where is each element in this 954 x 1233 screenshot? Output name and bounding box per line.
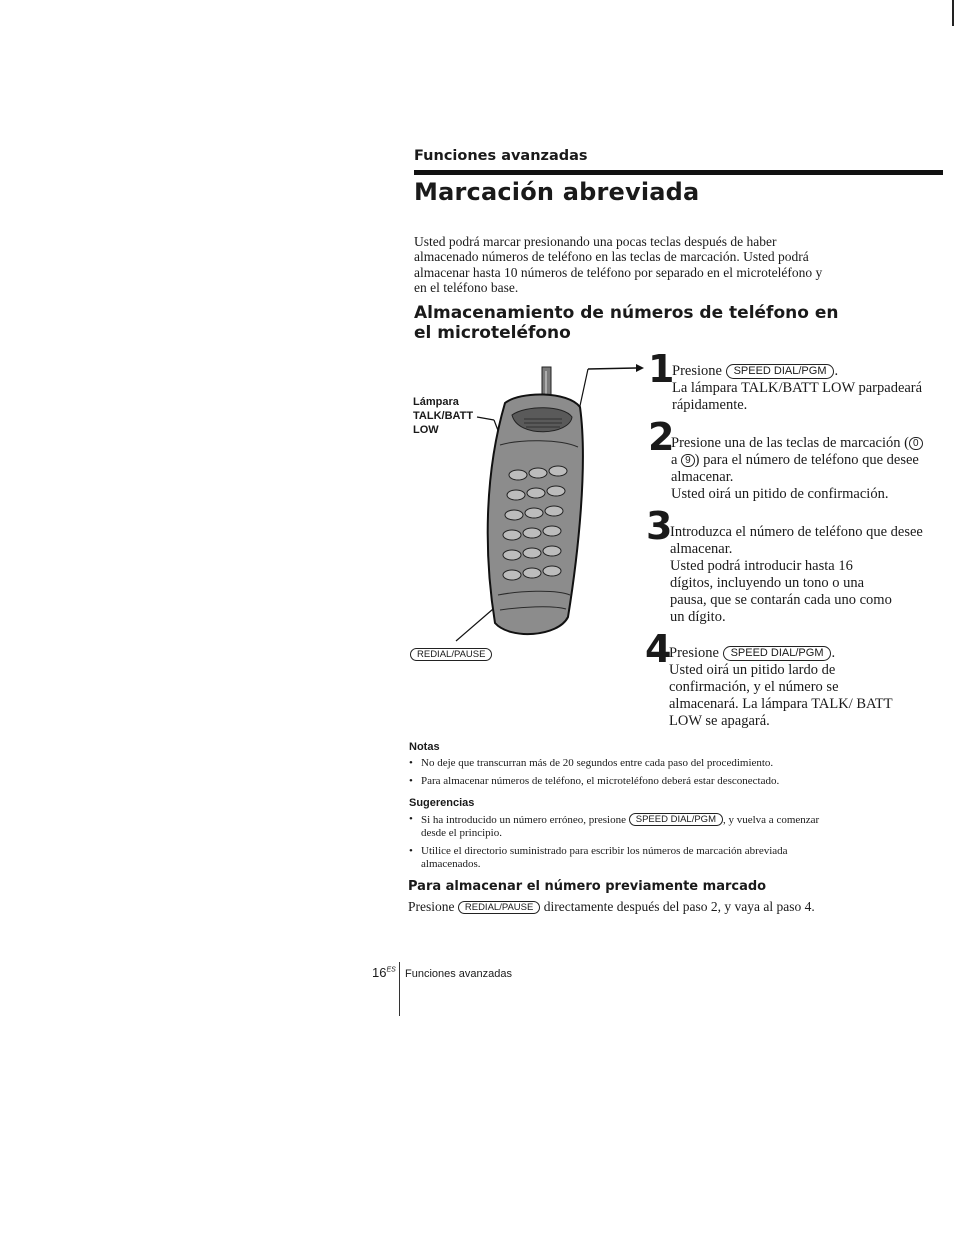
- redial-pause-key-label: REDIAL/PAUSE: [410, 645, 492, 663]
- redial-heading: Para almacenar el número previamente marcado: [408, 879, 767, 894]
- tip-item: • Utilice el directorio suministrado para escribir los números de marcación abreviada almacenados.: [409, 845, 839, 871]
- step-3-text: Introduzca el número de teléfono que desee almacenar. Usted podrá introducir hasta 16 dígitos, incluyendo un tono o una pausa, que se contarán cada uno como un dígito.: [670, 524, 923, 625]
- notes-heading: Notas: [409, 741, 440, 753]
- subheading: Almacenamiento de números de teléfono en el microteléfono: [414, 303, 839, 343]
- speed-dial-pgm-key: SPEED DIAL/PGM: [723, 646, 832, 661]
- redial-instruction: Presione REDIAL/PAUSE directamente después del paso 2, y vaya al paso 4.: [408, 899, 815, 914]
- intro-paragraph: Usted podrá marcar presionando una pocas teclas después de haber almacenado números de teléfono en las teclas de marcación. Usted podrá almacenar hasta 10 números de teléfono por separado en el microteléfono y en el teléfono base.: [414, 234, 823, 296]
- step-2-number: 2: [648, 415, 675, 459]
- footer-section: Funciones avanzadas: [405, 968, 513, 980]
- footer-rule: [399, 962, 400, 1016]
- lamp-label: Lámpara TALK/BATT LOW: [413, 396, 474, 436]
- speed-dial-pgm-key: SPEED DIAL/PGM: [726, 364, 835, 379]
- tips-heading: Sugerencias: [409, 797, 475, 809]
- note-item: • No deje que transcurran más de 20 segundos entre cada paso del procedimiento.: [409, 757, 869, 770]
- pointer-arrow-icon: [636, 364, 644, 372]
- step-1-text: Presione SPEED DIAL/PGM . La lámpara TALK/BATT LOW parpadeará rápidamente.: [672, 363, 923, 413]
- pointer-line-top: [588, 368, 636, 369]
- page-number: $16^{ES}$: [372, 965, 396, 980]
- tips-list: [409, 813, 839, 876]
- step-2-text: Presione una de las teclas de marcación ( 0 a 9 ) para el número de teléfono que desee almacenar. Usted oirá un pitido de confirmación.: [671, 435, 926, 503]
- notes-list: [409, 757, 869, 793]
- page-title: Marcación abreviada: [414, 178, 700, 206]
- step-4-number: 4: [645, 627, 672, 671]
- header-rule: [414, 170, 943, 175]
- note-item: • Para almacenar números de teléfono, el microteléfono deberá estar desconectado.: [409, 775, 869, 788]
- handset-illustration: [440, 355, 650, 655]
- tip-item: • Si ha introducido un número erróneo, presione SPEED DIAL/PGM , y vuelva a comenzar desde el principio.: [409, 813, 839, 840]
- step-3-number: 3: [646, 504, 673, 548]
- speed-dial-pgm-key: SPEED DIAL/PGM: [629, 813, 723, 826]
- step-4-text: Presione SPEED DIAL/PGM . Usted oirá un pitido lardo de confirmación, y el número se almacenará. La lámpara TALK/ BATT LOW se apagará.: [669, 645, 893, 729]
- step-1-number: 1: [648, 347, 675, 391]
- key-9: 9: [681, 454, 695, 467]
- key-0: 0: [909, 437, 923, 450]
- section-label: Funciones avanzadas: [414, 148, 588, 164]
- redial-pause-key: REDIAL/PAUSE: [458, 901, 540, 914]
